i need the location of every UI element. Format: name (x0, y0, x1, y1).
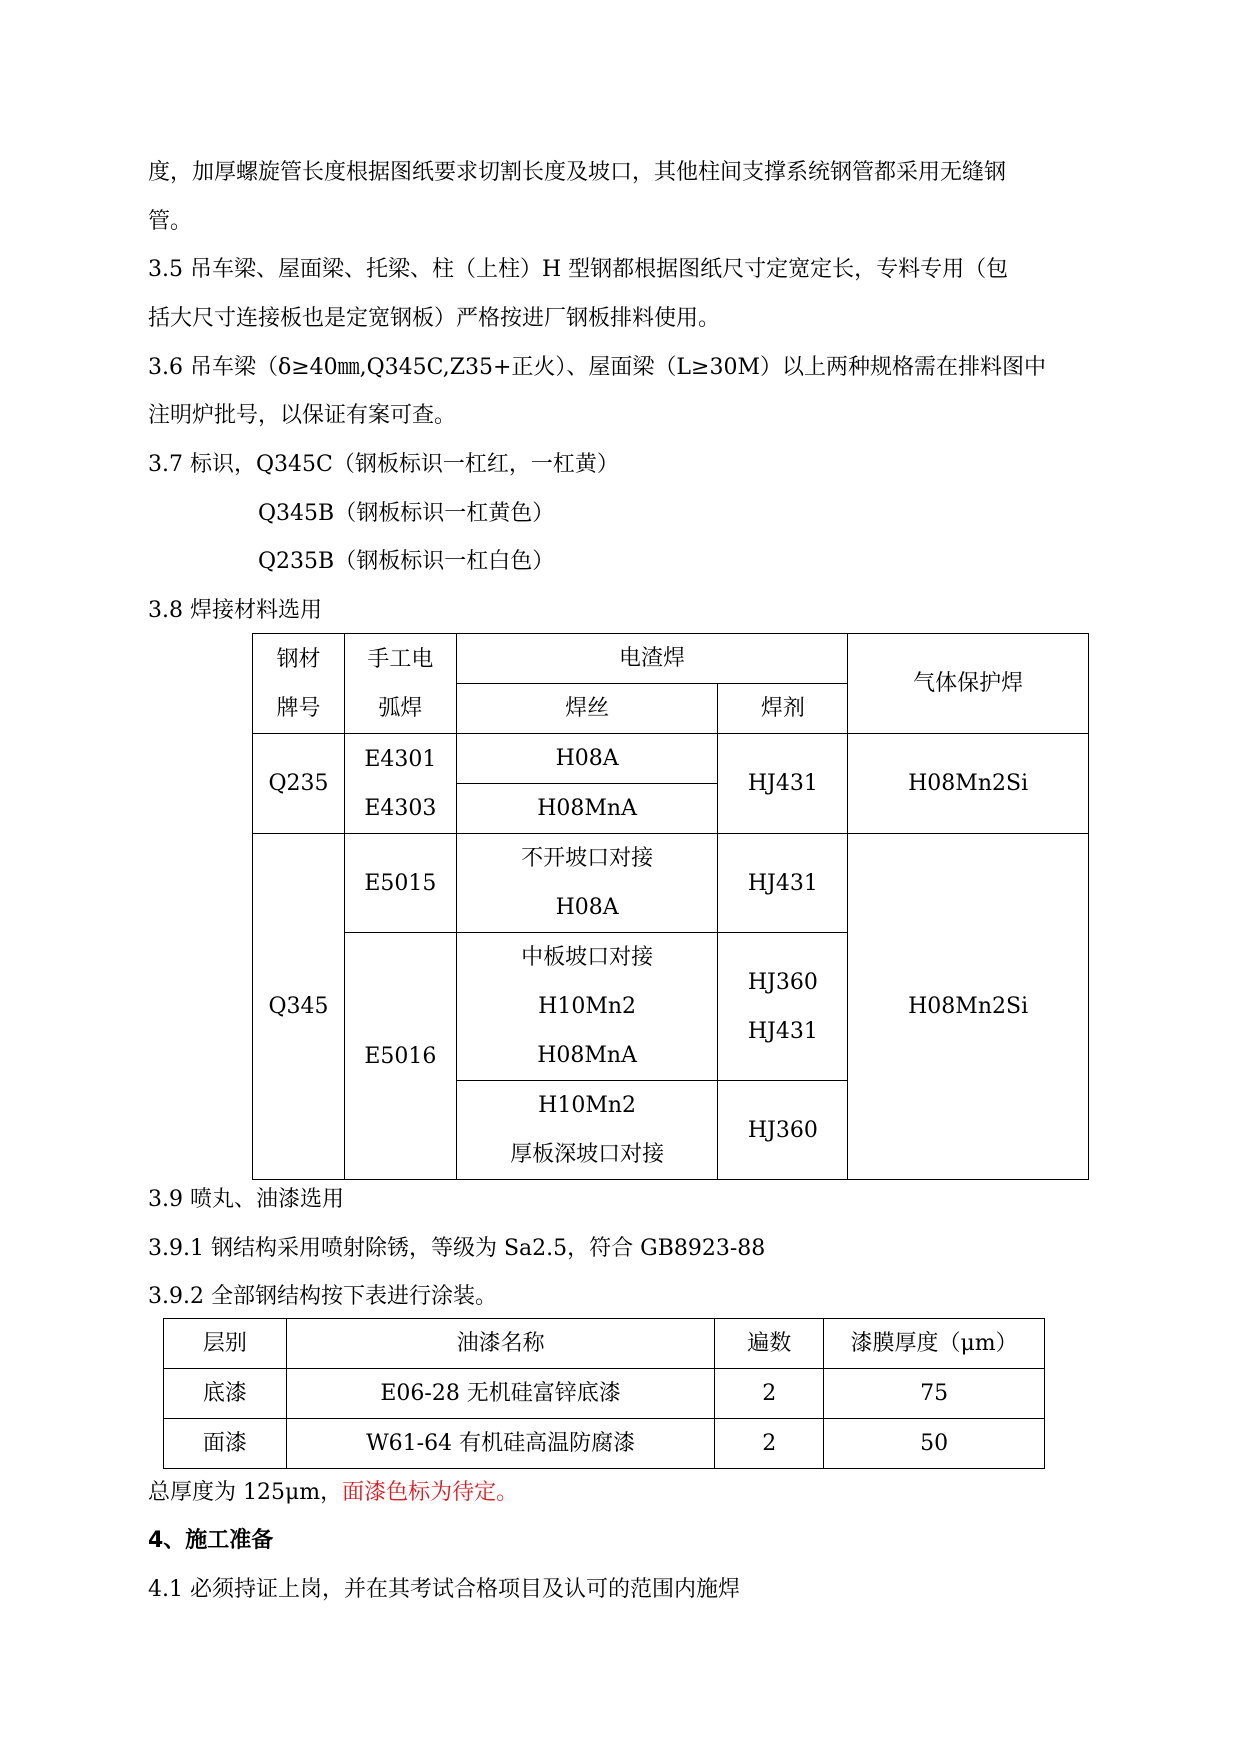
paragraph: Q235B（钢板标识一杠白色） (258, 549, 555, 574)
paragraph: Q345B（钢板标识一杠黄色） (258, 501, 555, 526)
header-film-thickness: 漆膜厚度（μm） (824, 1319, 1045, 1369)
cell-q345-wire-r3: H10Mn2 厚板深坡口对接 (456, 1081, 718, 1180)
cell-layer: 底漆 (164, 1369, 287, 1419)
header-paint-name: 油漆名称 (286, 1319, 714, 1369)
paragraph: 度，加厚螺旋管长度根据图纸要求切割长度及坡口，其他柱间支撑系统钢管都采用无缝钢 (148, 160, 1007, 185)
paragraph: 3.6 吊车梁（δ≥40㎜,Q345C,Z35+正火）、屋面梁（L≥30M）以上两种规格需在排料图中 (148, 355, 1046, 380)
cell-q235-wire-2: H08MnA (456, 784, 718, 834)
cell-q235-gas: H08Mn2Si (848, 734, 1089, 834)
cell-q345: Q345 (253, 834, 345, 1180)
cell-q235: Q235 (253, 734, 345, 834)
header-electroslag: 电渣焊 (456, 634, 847, 684)
paragraph: 管。 (148, 209, 193, 234)
cell-q235-electrodes: E4301 E4303 (344, 734, 456, 834)
header-gas-shielded: 气体保护焊 (848, 634, 1089, 734)
section-heading: 3.9 喷丸、油漆选用 (148, 1187, 344, 1212)
paragraph: 括大尺寸连接板也是定宽钢板）严格按进厂钢板排料使用。 (148, 306, 721, 331)
cell-thickness: 75 (824, 1369, 1045, 1419)
header-steel-grade: 钢材 牌号 (253, 634, 345, 734)
cell-q345-wire-r1: 不开坡口对接 H08A (456, 834, 718, 933)
cell-q345-wire-r2: 中板坡口对接 H10Mn2 H08MnA (456, 933, 718, 1081)
cell-paint-name: E06-28 无机硅富锌底漆 (286, 1369, 714, 1419)
cell-q345-flux-r3: HJ360 (718, 1081, 848, 1180)
cell-q235-flux: HJ431 (718, 734, 848, 834)
cell-paint-name: W61-64 有机硅高温防腐漆 (286, 1419, 714, 1469)
header-manual-arc: 手工电 弧焊 (344, 634, 456, 734)
cell-layer: 面漆 (164, 1419, 287, 1469)
total-thickness-text: 总厚度为 125μm， (148, 1480, 343, 1505)
cell-q345-electrode-2: E5016 (344, 933, 456, 1180)
cell-q345-flux-r1: HJ431 (718, 834, 848, 933)
paragraph: 3.7 标识，Q345C（钢板标识一杠红，一杠黄） (148, 452, 619, 477)
paint-table (163, 1318, 1045, 1469)
header-coats: 遍数 (715, 1319, 824, 1369)
topcoat-color-note: 面漆色标为待定。 (342, 1480, 519, 1505)
paragraph (148, 1468, 1108, 1517)
section-heading: 3.8 焊接材料选用 (148, 598, 322, 623)
cell-q235-wire-1: H08A (456, 734, 718, 784)
cell-q345-electrode-1: E5015 (344, 834, 456, 933)
paragraph: 注明炉批号，以保证有案可查。 (148, 403, 457, 428)
header-flux: 焊剂 (718, 684, 848, 734)
paragraph: 4.1 必须持证上岗，并在其考试合格项目及认可的范围内施焊 (148, 1577, 740, 1602)
section-heading: 4、施工准备 (148, 1528, 274, 1553)
header-layer: 层别 (164, 1319, 287, 1369)
cell-q345-gas: H08Mn2Si (848, 834, 1089, 1180)
paragraph: 3.9.1 钢结构采用喷射除锈，等级为 Sa2.5，符合 GB8923-88 (148, 1236, 766, 1261)
cell-coats: 2 (715, 1369, 824, 1419)
welding-material-table (252, 633, 1089, 1180)
cell-coats: 2 (715, 1419, 824, 1469)
paragraph: 3.9.2 全部钢结构按下表进行涂装。 (148, 1284, 497, 1309)
cell-q345-flux-r2: HJ360 HJ431 (718, 933, 848, 1081)
paragraph: 3.5 吊车梁、屋面梁、托梁、柱（上柱）H 型钢都根据图纸尺寸定宽定长，专料专用（包 (148, 257, 1009, 282)
header-wire: 焊丝 (456, 684, 718, 734)
cell-thickness: 50 (824, 1419, 1045, 1469)
